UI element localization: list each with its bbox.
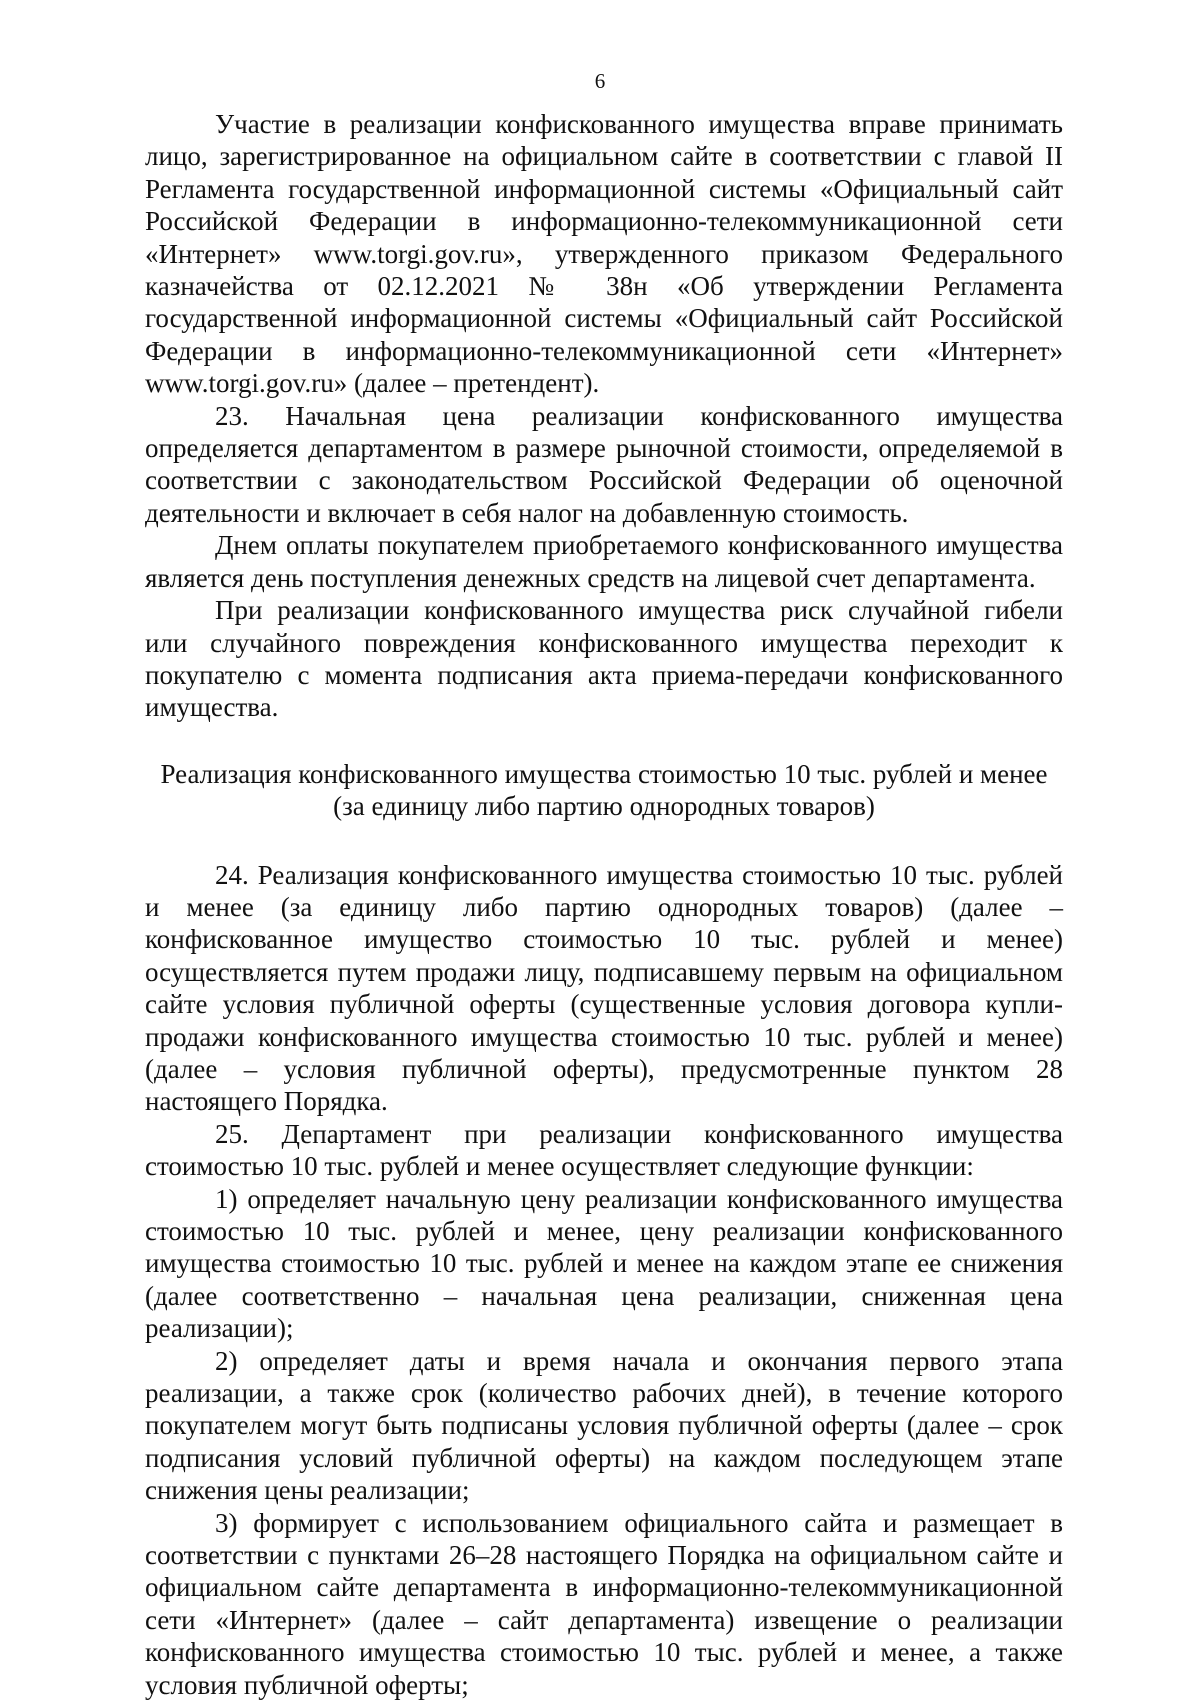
paragraph-risk: При реализации конфискованного имущества риск случайной гибели или случайного повреждения конфискованного имущества переходит к покупателю с момента подписания акта приема-передачи конфискованного имущества.	[145, 595, 1063, 723]
section-heading-line-1: Реализация конфискованного имущества стоимостью 10 тыс. рублей и менее	[160, 758, 1048, 789]
paragraph-payment-day: Днем оплаты покупателем приобретаемого конфискованного имущества является день поступления денежных средств на лицевой счет департамента.	[145, 530, 1063, 593]
paragraph-25-item-2: 2) определяет даты и время начала и окончания первого этапа реализации, а также срок (количество рабочих дней), в течение которого покупателем могут быть подписаны условия публичной оферты (далее – срок подписания условий публичной оферты) на каждом последующем этапе снижения цены реализации;	[145, 1345, 1063, 1506]
document-body	[145, 108, 1063, 1701]
section-heading-line-2: (за единицу либо партию однородных товаров)	[333, 791, 875, 822]
paragraph-24: 24. Реализация конфискованного имущества стоимостью 10 тыс. рублей и менее (за единицу либо партию однородных товаров) (далее – конфискованное имущество стоимостью 10 тыс. рублей и менее) осуществляется путем продажи лицу, подписавшему первым на официальном сайте условия публичной оферты (существенные условия договора купли-продажи конфискованного имущества стоимостью 10 тыс. рублей и менее) (далее – условия публичной оферты), предусмотренные пунктом 28 настоящего Порядка.	[145, 859, 1063, 1117]
page-number: 6	[594, 69, 606, 93]
paragraph-participation: Участие в реализации конфискованного имущества вправе принимать лицо, зарегистрированное на официальном сайте в соответствии с главой II Регламента государственной информационной системы «Официальный сайт Российской Федерации в информационно-телекоммуникационной сети «Интернет» www.torgi.gov.ru», утвержденного приказом Федерального казначейства от 02.12.2021 № 38н «Об утверждении Регламента государственной информационной системы «Официальный сайт Российской Федерации в информационно-телекоммуникационной сети «Интернет» www.torgi.gov.ru» (далее – претендент).	[145, 109, 1063, 399]
section-heading	[145, 758, 1063, 823]
paragraph-25: 25. Департамент при реализации конфискованного имущества стоимостью 10 тыс. рублей и менее осуществляет следующие функции:	[145, 1118, 1063, 1182]
paragraph-25-item-3: 3) формирует с использованием официального сайта и размещает в соответствии с пунктами 26–28 настоящего Порядка на официальном сайте и официальном сайте департамента в информационно-телекоммуникационной сети «Интернет» (далее – сайт департамента) извещение о реализации конфискованного имущества стоимостью 10 тыс. рублей и менее, а также условия публичной оферты;	[145, 1507, 1063, 1700]
paragraph-25-item-1: 1) определяет начальную цену реализации конфискованного имущества стоимостью 10 тыс. рублей и менее, цену реализации конфискованного имущества стоимостью 10 тыс. рублей и менее на каждом этапе ее снижения (далее соответственно – начальная цена реализации, сниженная цена реализации);	[145, 1183, 1063, 1344]
paragraph-23: 23. Начальная цена реализации конфискованного имущества определяется департаментом в размере рыночной стоимости, определяемой в соответствии с законодательством Российской Федерации об оценочной деятельности и включает в себя налог на добавленную стоимость.	[145, 400, 1063, 528]
